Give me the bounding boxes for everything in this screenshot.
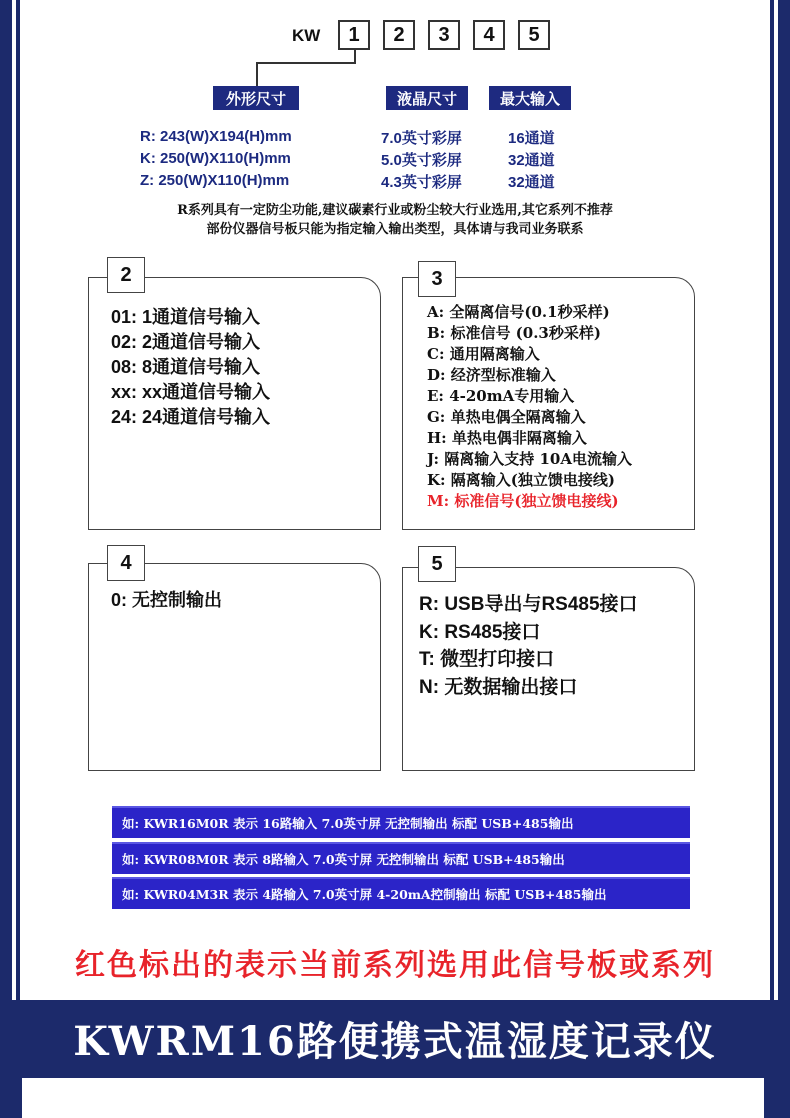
channel-option: xx: xx通道信号输入: [111, 382, 271, 402]
signal-option: H: 单热电偶非隔离输入: [427, 429, 587, 447]
left-border: [0, 0, 20, 1000]
panel-number-2: 2: [107, 257, 145, 293]
lcd-header: 液晶尺寸: [386, 86, 468, 110]
control-output-list: [111, 588, 222, 613]
banner-title: KWRM16路便携式温湿度记录仪: [73, 1018, 717, 1065]
lcd-row: 4.3英寸彩屏: [381, 174, 462, 191]
example-row: 如: KWR04M3R 表示 4路输入 7.0英寸屏 4-20mA控制输出 标配 USB+485输出: [112, 877, 690, 909]
example-row: 如: KWR08M0R 表示 8路输入 7.0英寸屏 无控制输出 标配 USB+485输出: [112, 842, 690, 874]
panel-number-3: 3: [418, 261, 456, 297]
code-position-4: 4: [473, 20, 505, 50]
code-position-2: 2: [383, 20, 415, 50]
max-input-row: 16通道: [508, 130, 555, 147]
interface-option: K: RS485接口: [419, 621, 541, 643]
panel-number-5: 5: [418, 546, 456, 582]
signal-option: J: 隔离输入支持 10A电流输入: [427, 450, 632, 468]
channel-option: 02: 2通道信号输入: [111, 332, 261, 352]
dimension-row: R: 243(W)X194(H)mm: [140, 128, 292, 145]
model-prefix: KW: [292, 26, 321, 45]
code-position-3: 3: [428, 20, 460, 50]
signal-option: E: 4-20mA专用输入: [427, 387, 575, 405]
panel-number-4: 4: [107, 545, 145, 581]
code-position-1: 1: [338, 20, 370, 50]
note-line: R系列具有一定防尘功能,建议碳素行业或粉尘较大行业选用,其它系列不推荐: [177, 203, 613, 218]
max-input-header: 最大输入: [489, 86, 571, 110]
signal-option: G: 单热电偶全隔离输入: [427, 408, 586, 426]
example-row: 如: KWR16M0R 表示 16路输入 7.0英寸屏 无控制输出 标配 USB+485输出: [112, 806, 690, 838]
banner-bottom-panel: [22, 1078, 764, 1118]
max-input-row: 32通道: [508, 152, 555, 169]
signal-option: D: 经济型标准输入: [427, 366, 556, 384]
signal-option-highlighted: M: 标准信号(独立馈电接线): [427, 492, 619, 510]
note-line: 部份仪器信号板只能为指定输入输出类型，具体请与我司业务联系: [206, 222, 584, 237]
interface-option: R: USB导出与RS485接口: [419, 594, 638, 615]
panel-signal-types: [402, 277, 695, 530]
max-input-row: 32通道: [508, 174, 555, 191]
right-border: [770, 0, 790, 1000]
channels-list: [111, 305, 270, 430]
lcd-row: 5.0英寸彩屏: [381, 152, 462, 169]
dimension-row: Z: 250(W)X110(H)mm: [140, 172, 290, 189]
connector-line: [256, 62, 258, 86]
right-border-stripe: [774, 0, 778, 1000]
lcd-row: 7.0英寸彩屏: [381, 130, 462, 147]
panel-control-output: [88, 563, 381, 771]
channel-option: 01: 1通道信号输入: [111, 307, 261, 327]
red-notice: 红色标出的表示当前系列选用此信号板或系列: [75, 949, 715, 982]
signal-option: A: 全隔离信号(0.1秒采样): [427, 303, 610, 321]
lcd-list: [381, 128, 462, 194]
signal-option: C: 通用隔离输入: [427, 345, 540, 363]
dimension-row: K: 250(W)X110(H)mm: [140, 150, 291, 167]
size-header: 外形尺寸: [213, 86, 299, 110]
interface-list: [419, 591, 638, 701]
signal-type-list: [427, 302, 632, 512]
interface-option: N: 无数据输出接口: [419, 676, 578, 698]
panel-data-interface: [402, 567, 695, 771]
control-option: 0: 无控制输出: [111, 590, 223, 610]
code-position-5: 5: [518, 20, 550, 50]
signal-option: K: 隔离输入(独立馈电接线): [427, 471, 615, 489]
connector-line: [256, 62, 356, 64]
channel-option: 08: 8通道信号输入: [111, 357, 261, 377]
max-input-list: [508, 128, 555, 194]
channel-option: 24: 24通道信号输入: [111, 407, 271, 427]
left-border-stripe: [12, 0, 16, 1000]
panel-channels: [88, 277, 381, 530]
interface-option: T: 微型打印接口: [419, 649, 555, 670]
signal-option: B: 标准信号 (0.3秒采样): [427, 324, 601, 342]
dimensions-list: [140, 126, 292, 192]
